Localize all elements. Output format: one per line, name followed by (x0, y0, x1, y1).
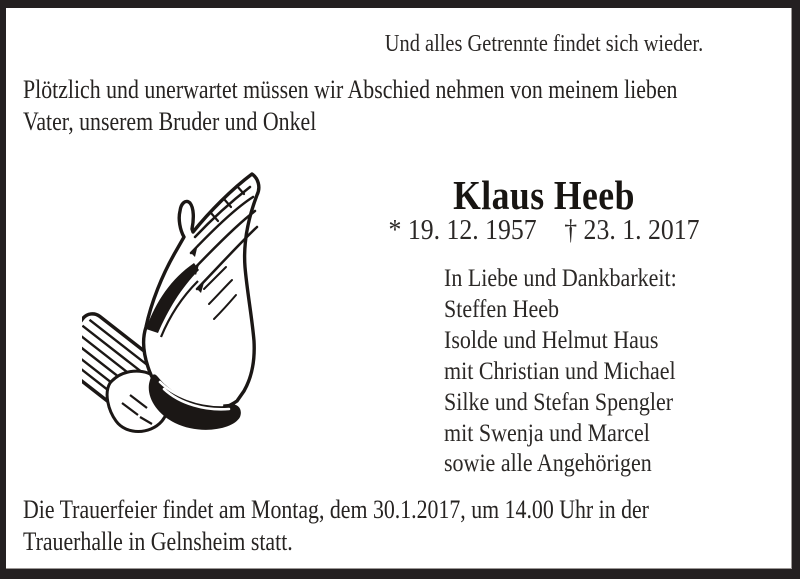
epigraph-text: Und alles Getrennte findet sich wieder. (384, 31, 704, 57)
obituary-paper (6, 8, 792, 569)
deceased-name: Klaus Heeb (453, 172, 635, 218)
intro-line: Plötzlich und unerwartet müssen wir Abschied nehmen von meinem lieben (23, 75, 678, 104)
intro-line: Vater, unserem Bruder und Onkel (23, 106, 317, 136)
praying-hands-image (82, 169, 262, 434)
tribute-intro-line: In Liebe und Dankbarkeit: (444, 265, 677, 292)
mourner-line: Steffen Heeb (444, 295, 560, 323)
birth-date: * 19. 12. 1957 (388, 215, 537, 246)
death-date: † 23. 1. 2017 (564, 215, 700, 246)
mourner-line: Isolde und Helmut Haus (444, 326, 659, 354)
funeral-line: Die Trauerfeier findet am Montag, dem 30.1.2017, um 14.00 Uhr in der (23, 495, 649, 524)
funeral-line: Trauerhalle in Gelnsheim statt. (23, 526, 293, 556)
intro-paragraph (23, 74, 677, 137)
mourner-line: Silke und Stefan Spengler (444, 388, 674, 416)
mourners-list (444, 264, 677, 480)
funeral-details (23, 494, 649, 557)
mourner-line: mit Swenja und Marcel (444, 419, 650, 447)
mourner-line: sowie alle Angehörigen (444, 450, 652, 478)
mourner-line: mit Christian und Michael (444, 357, 676, 385)
life-dates (314, 216, 774, 246)
